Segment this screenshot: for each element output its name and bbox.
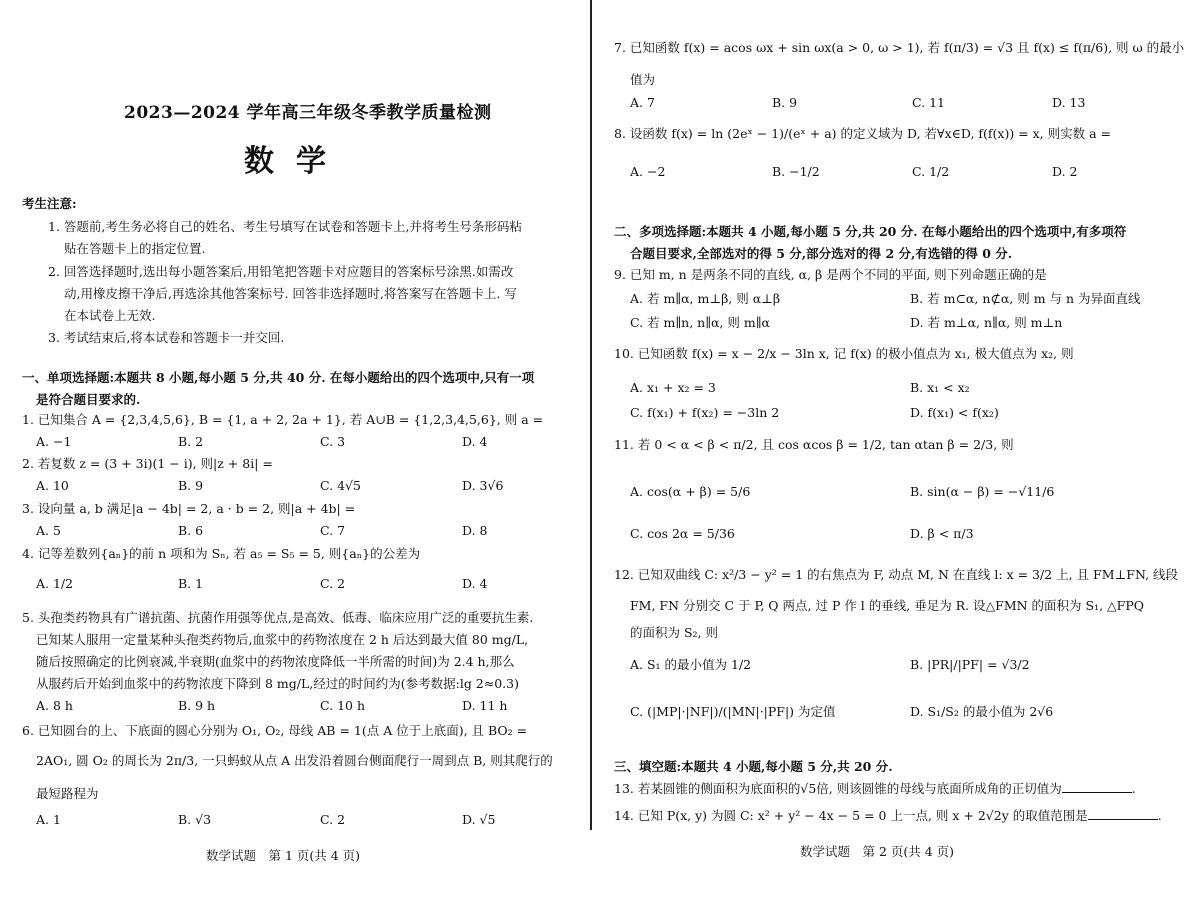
question-stem: 14. 已知 P(x, y) 为圆 C: x² + y² − 4x − 5 = 0 上一点, 则 x + 2√2y 的取值范围是: [614, 808, 1088, 823]
notice-line: 2. 回答选择题时,选出每小题答案后,用铅笔把答题卡对应题目的答案标号涂黑.如需改: [48, 264, 514, 279]
option: D. 8: [462, 523, 488, 538]
option: B. 9: [772, 95, 798, 110]
option: A. −1: [36, 434, 72, 449]
option: A. x₁ + x₂ = 3: [630, 380, 716, 395]
option: D. f(x₁) < f(x₂): [910, 405, 999, 420]
option: C. 1/2: [912, 164, 950, 179]
option: D. 3√6: [462, 478, 504, 493]
option: C. 2: [320, 812, 346, 827]
option: C. 4√5: [320, 478, 361, 493]
option: B. |PR|/|PF| = √3/2: [910, 657, 1030, 672]
answer-blank[interactable]: [1062, 782, 1132, 793]
notice-line: 动,用橡皮擦干净后,再选涂其他答案标号. 回答非选择题时,将答案写在答题卡上. 写: [64, 286, 517, 301]
option: D. √5: [462, 812, 496, 827]
option: C. (|MP|·|NF|)/(|MN|·|PF|) 为定值: [630, 704, 836, 719]
option: D. 13: [1052, 95, 1086, 110]
question-text: 的面积为 S₂, 则: [630, 625, 718, 640]
option: D. 11 h: [462, 698, 508, 713]
question-text: 最短路程为: [36, 786, 99, 801]
option: A. 1: [36, 812, 61, 827]
question-text: 5. 头孢类药物具有广谱抗菌、抗菌作用强等优点,是高效、低毒、临床应用广泛的重要抗生素.: [22, 610, 534, 625]
page-footer: 数学试题 第 1 页(共 4 页): [206, 848, 361, 863]
option: C. f(x₁) + f(x₂) = −3ln 2: [630, 405, 780, 420]
option: C. 2: [320, 576, 346, 591]
option: A. 8 h: [36, 698, 73, 713]
option: D. 若 m⊥α, n∥α, 则 m⊥n: [910, 315, 1063, 330]
question-text: 随后按照确定的比例衰减,半衰期(血浆中的药物浓度降低一半所需的时间)为 2.4 h,那么: [36, 654, 515, 669]
page-divider: [590, 0, 592, 830]
question-text: 值为: [630, 72, 656, 87]
option: D. 4: [462, 576, 488, 591]
exam-page-1: [0, 0, 588, 906]
option: A. −2: [630, 164, 666, 179]
option: A. 1/2: [36, 576, 74, 591]
option: D. S₁/S₂ 的最小值为 2√6: [910, 704, 1054, 719]
question-stem: 2. 若复数 z = (3 + 3i)(1 − i), 则|z + 8i| =: [22, 456, 273, 471]
option: B. x₁ < x₂: [910, 380, 970, 395]
option: A. 5: [36, 523, 61, 538]
option: B. 1: [178, 576, 204, 591]
question-stem: 13. 若某圆锥的侧面积为底面积的√5倍, 则该圆锥的母线与底面所成角的正切值为: [614, 781, 1062, 796]
question-text: 6. 已知圆台的上、下底面的圆心分别为 O₁, O₂, 母线 AB = 1(点 A 位于上底面), 且 BO₂ =: [22, 723, 528, 738]
question-stem: 4. 记等差数列{aₙ}的前 n 项和为 Sₙ, 若 a₅ = S₅ = 5, 则{aₙ}的公差为: [22, 546, 421, 561]
option: B. 6: [178, 523, 204, 538]
option: C. 7: [320, 523, 346, 538]
option: A. cos(α + β) = 5/6: [630, 484, 751, 499]
option: B. 若 m⊂α, n⊄α, 则 m 与 n 为异面直线: [910, 291, 1141, 306]
answer-blank[interactable]: [1088, 809, 1158, 820]
exam-title: 2023—2024 学年高三年级冬季教学质量检测: [124, 103, 492, 123]
question-stem: 9. 已知 m, n 是两条不同的直线, α, β 是两个不同的平面, 则下列命题正确的是: [614, 267, 1047, 282]
question-stem: 3. 设向量 a, b 满足|a − 4b| = 2, a · b = 2, 则|a + 4b| =: [22, 501, 356, 516]
question-end: .: [1157, 808, 1162, 823]
option: D. 4: [462, 434, 488, 449]
page-footer: 数学试题 第 2 页(共 4 页): [800, 844, 955, 859]
option: C. 若 m∥n, n∥α, 则 m∥α: [630, 315, 770, 330]
option: B. 9: [178, 478, 204, 493]
option: B. sin(α − β) = −√11/6: [910, 484, 1055, 499]
notice-line: 贴在答题卡上的指定位置.: [64, 241, 206, 256]
question-text: 2AO₁, 圆 O₂ 的周长为 2π/3, 一只蚂蚁从点 A 出发沿着圆台侧面爬行一周到点 B, 则其爬行的: [36, 753, 553, 768]
section-heading: 二、多项选择题:本题共 4 小题,每小题 5 分,共 20 分. 在每小题给出的四个选项中,有多项符: [614, 224, 1127, 239]
question-text: 12. 已知双曲线 C: x²/3 − y² = 1 的右焦点为 F, 动点 M, N 在直线 l: x = 3/2 上, 且 FM⊥FN, 线段: [614, 567, 1179, 582]
option: C. 3: [320, 434, 346, 449]
option: B. 2: [178, 434, 204, 449]
notice-line: 在本试卷上无效.: [64, 308, 156, 323]
fill-blank-question: [614, 781, 1136, 797]
option: B. √3: [178, 812, 212, 827]
question-text: FM, FN 分别交 C 于 P, Q 两点, 过 P 作 l 的垂线, 垂足为 R. 设△FMN 的面积为 S₁, △FPQ: [630, 598, 1144, 613]
option: D. β < π/3: [910, 526, 974, 541]
question-text: 已知某人服用一定量某种头孢类药物后,血浆中的药物浓度在 2 h 后达到最大值 80 mg/L,: [36, 632, 529, 647]
section-heading: 一、单项选择题:本题共 8 小题,每小题 5 分,共 40 分. 在每小题给出的四个选项中,只有一项: [22, 370, 535, 385]
section-heading: 三、填空题:本题共 4 小题,每小题 5 分,共 20 分.: [614, 759, 893, 774]
option: B. 9 h: [178, 698, 216, 713]
question-stem: 11. 若 0 < α < β < π/2, 且 cos αcos β = 1/2, tan αtan β = 2/3, 则: [614, 437, 1014, 452]
option: B. −1/2: [772, 164, 820, 179]
section-heading: 合题目要求,全部选对的得 5 分,部分选对的得 2 分,有选错的得 0 分.: [630, 246, 1013, 261]
option: C. 11: [912, 95, 945, 110]
section-heading: 是符合题目要求的.: [36, 392, 141, 407]
question-stem: 10. 已知函数 f(x) = x − 2/x − 3ln x, 记 f(x) 的极小值点为 x₁, 极大值点为 x₂, 则: [614, 346, 1074, 361]
notice-line: 3. 考试结束后,将本试卷和答题卡一并交回.: [48, 330, 285, 345]
notice-line: 1. 答题前,考生务必将自己的姓名、考生号填写在试卷和答题卡上,并将考生号条形码粘: [48, 219, 522, 234]
notice-title: 考生注意:: [22, 196, 77, 211]
question-stem: 1. 已知集合 A = {2,3,4,5,6}, B = {1, a + 2, 2a + 1}, 若 A∪B = {1,2,3,4,5,6}, 则 a =: [22, 412, 544, 427]
option: D. 2: [1052, 164, 1078, 179]
question-text: 从服药后开始到血浆中的药物浓度下降到 8 mg/L,经过的时间约为(参考数据:lg 2≈0.3): [36, 676, 519, 691]
subject-heading: 数学: [244, 144, 348, 179]
question-stem: 8. 设函数 f(x) = ln (2eˣ − 1)/(eˣ + a) 的定义域为 D, 若∀x∈D, f(f(x)) = x, 则实数 a =: [614, 126, 1111, 141]
option: C. 10 h: [320, 698, 365, 713]
question-end: .: [1131, 781, 1136, 796]
fill-blank-question: [614, 808, 1162, 824]
option: C. cos 2α = 5/36: [630, 526, 735, 541]
option: A. 10: [36, 478, 69, 493]
exam-page-2: [596, 0, 1200, 906]
option: A. S₁ 的最小值为 1/2: [630, 657, 752, 672]
option: A. 7: [630, 95, 655, 110]
option: A. 若 m∥α, m⊥β, 则 α⊥β: [630, 291, 781, 306]
question-text: 7. 已知函数 f(x) = acos ωx + sin ωx(a > 0, ω > 1), 若 f(π/3) = √3 且 f(x) ≤ f(π/6), 则 ω 的最小: [614, 40, 1185, 55]
